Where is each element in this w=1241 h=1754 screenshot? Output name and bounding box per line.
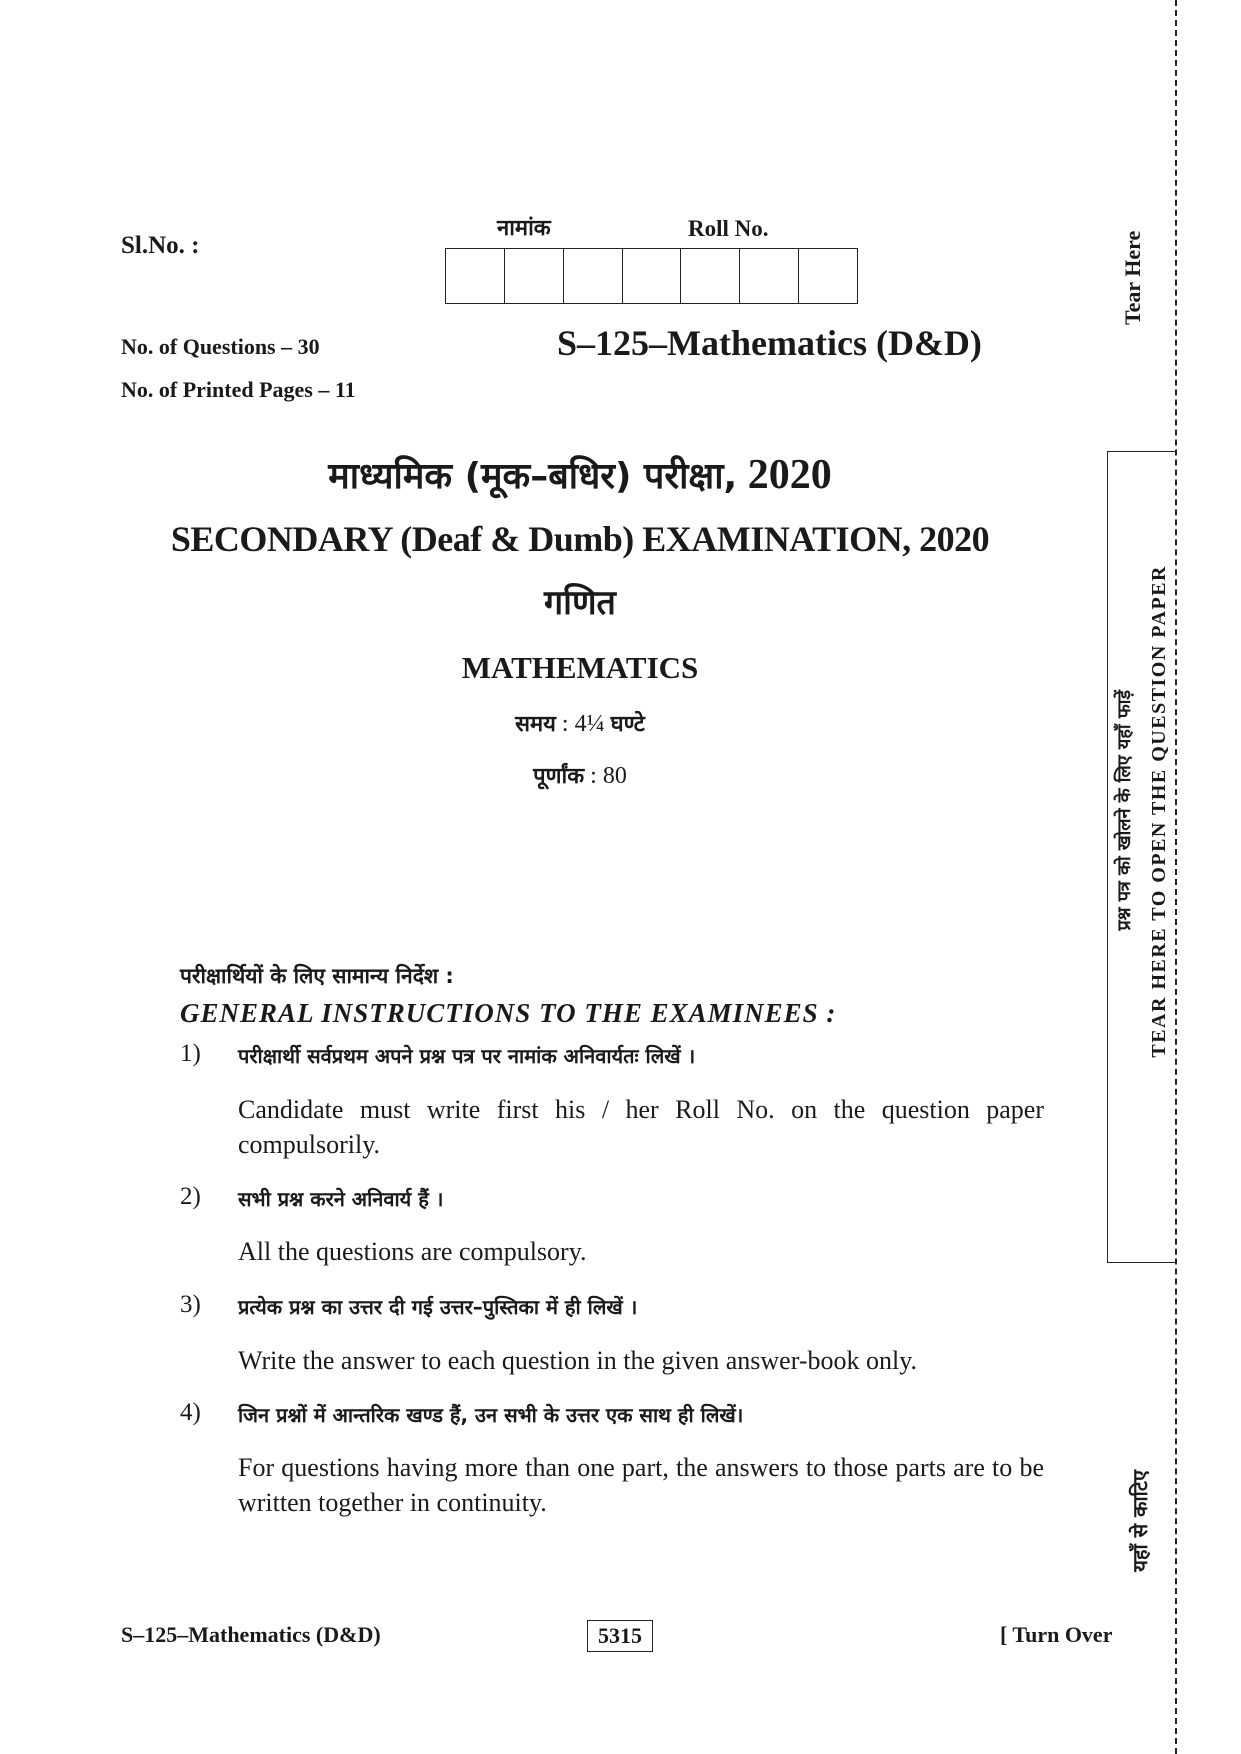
- instruction-number: 3): [180, 1291, 201, 1318]
- instruction-hindi: परीक्षार्थी सर्वप्रथम अपने प्रश्न पत्र पर नामांक अनिवार्यतः लिखें ।: [238, 1044, 696, 1068]
- roll-number-label: Roll No.: [688, 216, 769, 241]
- footer-page-code: 5315: [587, 1620, 653, 1652]
- instruction-english: All the questions are compulsory.: [238, 1237, 587, 1266]
- instruction-hindi: प्रत्येक प्रश्न का उत्तर दी गई उत्तर–पुस्तिका में ही लिखें ।: [238, 1295, 638, 1319]
- instruction-number: 2): [180, 1183, 201, 1210]
- turn-over-note: [ Turn Over: [1000, 1622, 1113, 1647]
- roll-number-boxes: [445, 248, 858, 304]
- instruction-english: For questions having more than one part, the answers to those parts are to be written together in continuity.: [238, 1453, 1044, 1517]
- roll-number-label-hindi: नामांक: [497, 216, 551, 241]
- time-value: : 4¼: [561, 711, 605, 737]
- tear-instruction-hindi: प्रश्न पत्र को खोलने के लिए यहाँ फाड़ें: [1114, 690, 1135, 931]
- instruction-number: 1): [180, 1040, 201, 1067]
- roll-number-box: [446, 249, 505, 303]
- subject-english: MATHEMATICS: [461, 650, 699, 685]
- exam-duration: [0, 708, 1160, 738]
- instruction-english: Write the answer to each question in the given answer-book only.: [238, 1346, 918, 1375]
- roll-number-box: [681, 249, 740, 303]
- maximum-marks: [0, 760, 1160, 790]
- instructions-heading-hindi: परीक्षार्थियों के लिए सामान्य निर्देश :: [180, 964, 454, 988]
- serial-number-label: Sl.No. :: [121, 232, 200, 259]
- number-of-printed-pages: No. of Printed Pages – 11: [121, 377, 356, 402]
- exam-title-hindi: [0, 450, 1160, 499]
- paper-code: S–125–Mathematics (D&D): [557, 323, 982, 363]
- instruction-hindi: सभी प्रश्न करने अनिवार्य हैं ।: [238, 1187, 444, 1211]
- roll-number-box: [623, 249, 682, 303]
- instruction-english: Candidate must write first his / her Roll No. on the question paper compulsorily.: [238, 1095, 1044, 1159]
- marks-value: : 80: [590, 763, 627, 789]
- subject-hindi: गणित: [544, 583, 616, 623]
- tear-instruction-english: TEAR HERE TO OPEN THE QUESTION PAPER: [1148, 565, 1170, 1058]
- time-unit: घण्टे: [610, 712, 645, 737]
- exam-title-hindi-text: माध्यमिक (मूक–बधिर) परीक्षा,: [328, 456, 738, 497]
- exam-title-hindi-year: 2020: [747, 452, 832, 498]
- cut-here-label: यहाँ से काटिए: [1128, 1470, 1152, 1572]
- exam-title-english: SECONDARY (Deaf & Dumb) EXAMINATION, 2020: [170, 519, 990, 559]
- roll-number-box: [799, 249, 857, 303]
- roll-number-box: [564, 249, 623, 303]
- number-of-questions: No. of Questions – 30: [121, 334, 320, 359]
- roll-number-box: [505, 249, 564, 303]
- roll-number-box: [740, 249, 799, 303]
- instruction-hindi: जिन प्रश्नों में आन्तरिक खण्ड हैं, उन सभी के उत्तर एक साथ ही लिखें।: [238, 1403, 744, 1427]
- marks-label: पूर्णांक: [533, 764, 585, 789]
- instruction-number: 4): [180, 1399, 201, 1426]
- time-label: समय: [515, 712, 556, 737]
- tear-here-label: Tear Here: [1120, 230, 1145, 326]
- footer-paper-code: S–125–Mathematics (D&D): [121, 1622, 381, 1647]
- instructions-heading-english: GENERAL INSTRUCTIONS TO THE EXAMINEES :: [180, 998, 837, 1028]
